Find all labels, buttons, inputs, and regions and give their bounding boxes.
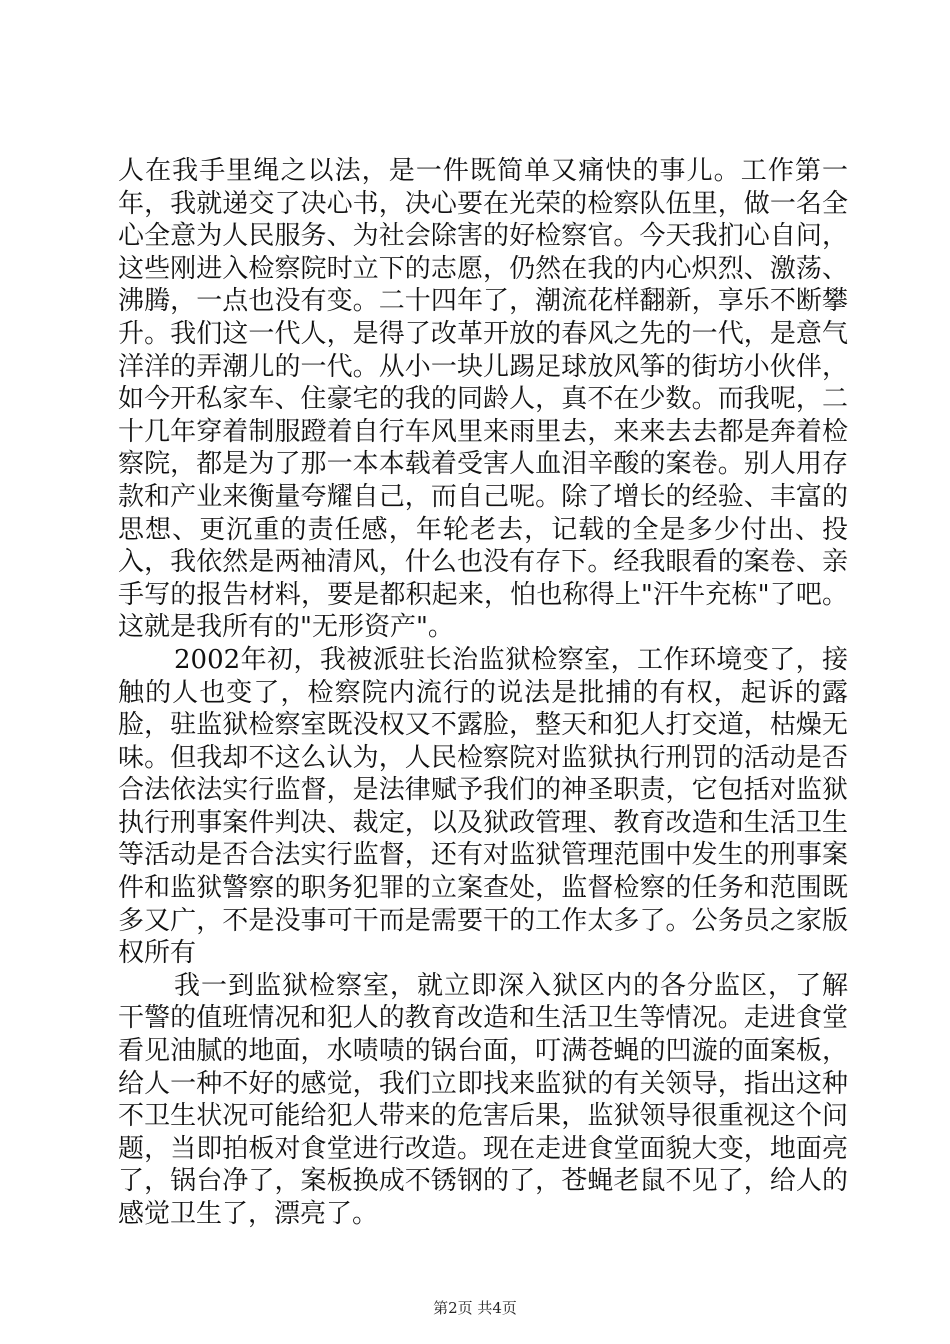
- paragraph-2: 2002年初，我被派驻长治监狱检察室，工作环境变了，接触的人也变了，检察院内流行的说法是批捕的有权，起诉的露脸，驻监狱检察室既没权又不露脸，整天和犯人打交道，枯燥无味。但我却不这么认为，人民检察院对监狱执行刑罚的活动是否合法依法实行监督，是法律赋予我们的神圣职责，它包括对监狱执行刑事案件判决、裁定，以及狱政管理、教育改造和生活卫生等活动是否合法实行监督，还有对监狱管理范围中发生的刑事案件和监狱警察的职务犯罪的立案查处，监督检察的任务和范围既多又广，不是没事可干而是需要干的工作太多了。公务员之家版权所有: [118, 644, 848, 969]
- paragraph-3: 我一到监狱检察室，就立即深入狱区内的各分监区，了解干警的值班情况和犯人的教育改造和生活卫生等情况。走进食堂看见油腻的地面，水啧啧的锅台面，叮满苍蝇的凹漩的面案板，给人一种不好的感觉，我们立即找来监狱的有关领导，指出这种不卫生状况可能给犯人带来的危害后果，监狱领导很重视这个问题，当即拍板对食堂进行改造。现在走进食堂面貌大变，地面亮了，锅台净了，案板换成不锈钢的了，苍蝇老鼠不见了，给人的感觉卫生了，漂亮了。: [118, 970, 848, 1229]
- paragraph-1: 人在我手里绳之以法，是一件既简单又痛快的事儿。工作第一年，我就递交了决心书，决心要在光荣的检察队伍里，做一名全心全意为人民服务、为社会除害的好检察官。今天我扪心自问，这些刚进入检察院时立下的志愿，仍然在我的内心炽烈、激荡、沸腾，一点也没有变。二十四年了，潮流花样翻新，享乐不断攀升。我们这一代人，是得了改革开放的春风之先的一代，是意气洋洋的弄潮儿的一代。从小一块儿踢足球放风筝的街坊小伙伴，如今开私家车、住豪宅的我的同龄人，真不在少数。而我呢，二十几年穿着制服蹬着自行车风里来雨里去，来来去去都是奔着检察院，都是为了那一本本载着受害人血泪辛酸的案卷。别人用存款和产业来衡量夸耀自己，而自己呢。除了增长的经验、丰富的思想、更沉重的责任感，年轮老去，记载的全是多少付出、投入，我依然是两袖清风，什么也没有存下。经我眼看的案卷、亲手写的报告材料，要是都积起来，怕也称得上"汗牛充栋"了吧。这就是我所有的"无形资产"。: [118, 156, 848, 643]
- page-footer: 第2页 共4页: [433, 1299, 517, 1317]
- document-body: [118, 155, 848, 1231]
